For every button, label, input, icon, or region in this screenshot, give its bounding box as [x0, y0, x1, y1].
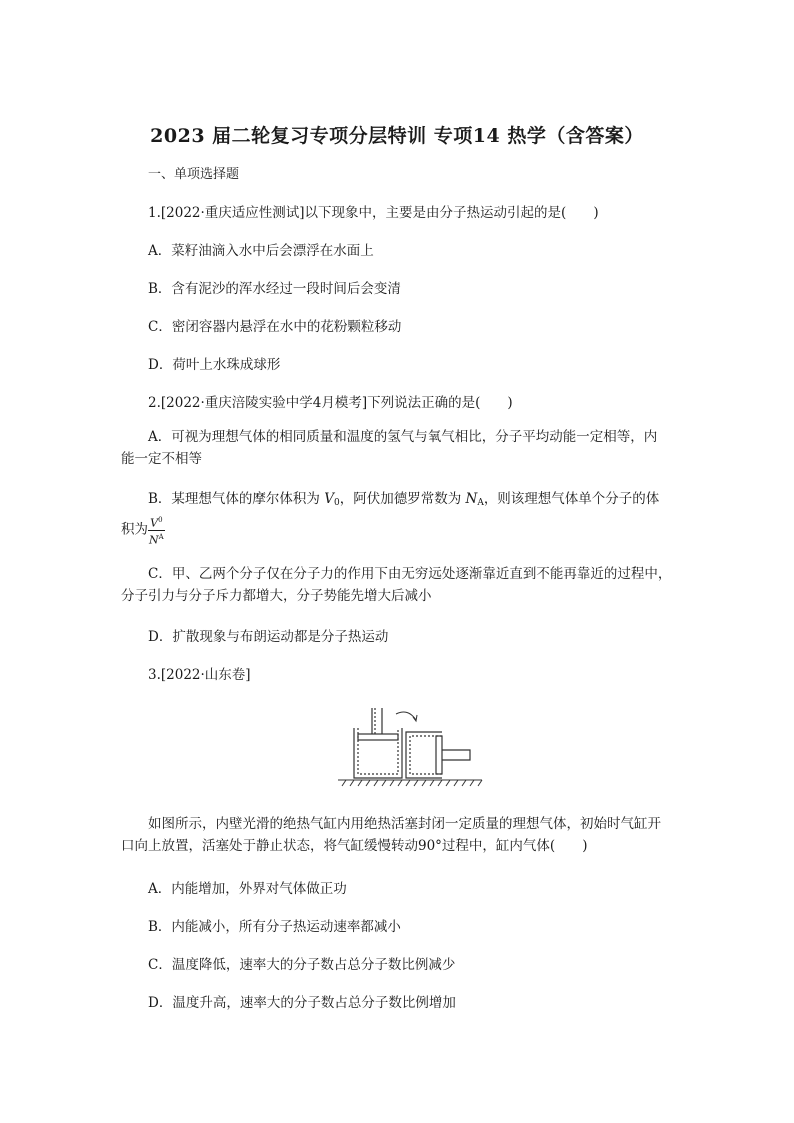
q2-option-b: B．某理想气体的摩尔体积为 $V_0$，阿伏加德罗常数为 $N_A$，则该理想气体单个分子的体 积为 $\frac{V^0}{N^A}$: [148, 488, 678, 546]
q3-option-a: A．内能增加，外界对气体做正功: [148, 881, 347, 897]
q3-option-d: D．温度升高，速率大的分子数占总分子数比例增加: [148, 995, 456, 1011]
rotated-cylinder: [406, 732, 470, 778]
q2-option-a: [121, 426, 678, 470]
upright-piston: [358, 708, 398, 740]
section-heading: 一、单项选择题: [148, 167, 240, 182]
q2-option-a-line2: 能一定不相等: [121, 451, 202, 467]
q1-option-b: B．含有泥沙的浑水经过一段时间后会变清: [148, 281, 401, 297]
rotation-arrow-icon: [396, 712, 416, 720]
q2-option-c: [121, 563, 678, 607]
symbol-v: V: [324, 491, 334, 507]
q3-body-line1: 如图所示，内壁光滑的绝热气缸内用绝热活塞封闭一定质量的理想气体，初始时气缸开: [148, 816, 661, 832]
cylinder-rotation-figure: [336, 700, 486, 790]
q2-option-c-line2: 分子引力与分子斥力都增大，分子势能先增大后减小: [121, 588, 432, 604]
document-title: 2023 届二轮复习专项分层特训 专项14 热学（含答案）: [150, 125, 644, 147]
q2-stem: 2.[2022·重庆涪陵实验中学4月模考]下列说法正确的是( ): [148, 395, 513, 411]
q2-option-d: D．扩散现象与布朗运动都是分子热运动: [148, 629, 389, 645]
q2-option-a-line1: A．可视为理想气体的相同质量和温度的氢气与氧气相比，分子平均动能一定相等，内: [148, 429, 658, 445]
q3-body: [121, 813, 678, 857]
volume-fraction: $\frac{V^0}{N^A}$: [149, 516, 164, 547]
q3-option-c: C．温度降低，速率大的分子数占总分子数比例减少: [148, 957, 456, 973]
q1-option-d: D．荷叶上水珠成球形: [148, 357, 281, 373]
q3-body-line2: 口向上放置，活塞处于静止状态，将气缸缓慢转动90°过程中，缸内气体( ): [121, 838, 588, 854]
q1-stem: 1.[2022·重庆适应性测试]以下现象中，主要是由分子热运动引起的是( ): [148, 205, 599, 221]
upright-cylinder: [354, 728, 402, 778]
symbol-n: N: [465, 491, 478, 507]
q3-option-b: B．内能减小，所有分子热运动速率都减小: [148, 919, 401, 935]
q1-option-a: A．菜籽油滴入水中后会漂浮在水面上: [148, 243, 374, 259]
q2-option-b-line2: 积为 $\frac{V^0}{N^A}$: [121, 516, 164, 547]
ground-hatch: [338, 780, 482, 786]
q1-option-c: C．密闭容器内悬浮在水中的花粉颗粒移动: [148, 319, 402, 335]
q2-option-c-line1: C．甲、乙两个分子仅在分子力的作用下由无穷远处逐渐靠近直到不能再靠近的过程中，: [148, 566, 672, 582]
q3-stem: 3.[2022·山东卷]: [148, 667, 251, 683]
